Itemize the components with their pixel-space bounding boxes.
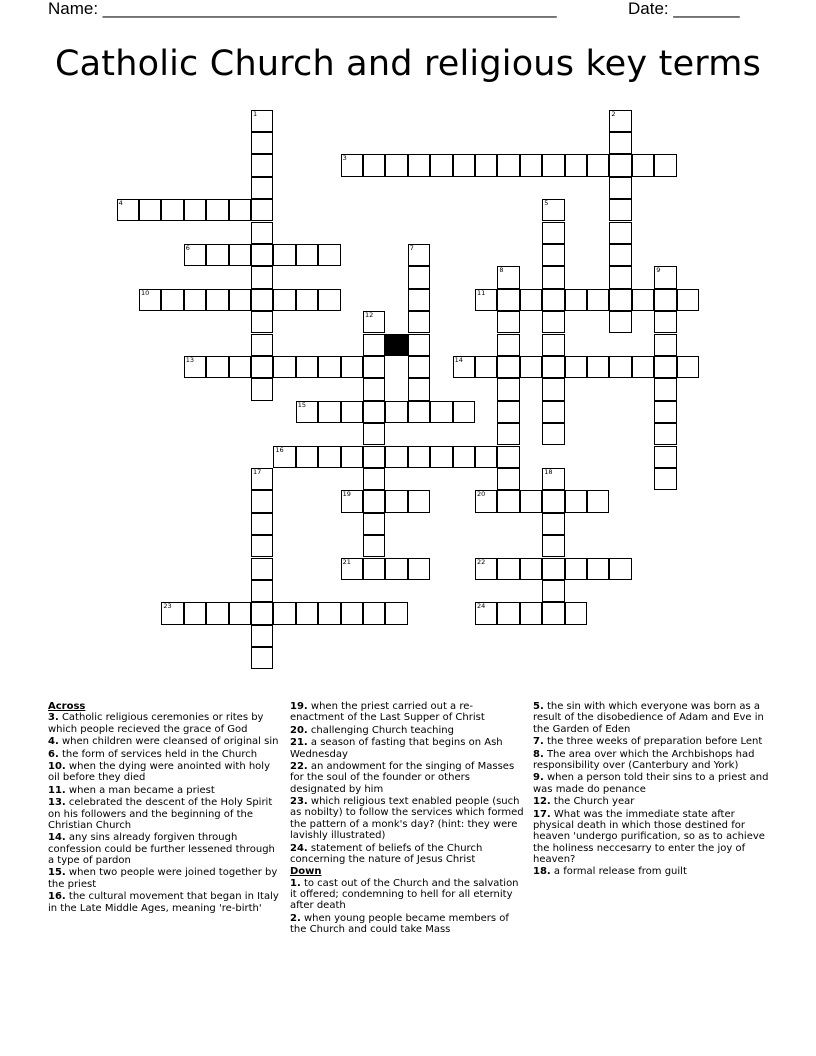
grid-cell[interactable] xyxy=(609,222,631,244)
clue-item-number: 19. xyxy=(290,701,308,712)
grid-cell[interactable] xyxy=(117,199,139,221)
grid-cell[interactable] xyxy=(453,401,475,423)
grid-cell[interactable] xyxy=(587,356,609,378)
grid-cell[interactable] xyxy=(363,423,385,445)
grid-cell[interactable] xyxy=(408,378,430,400)
clue-item-number: 16. xyxy=(48,891,66,903)
grid-cell[interactable] xyxy=(251,199,273,221)
grid-cell[interactable] xyxy=(497,468,519,490)
grid-cell[interactable] xyxy=(385,490,407,512)
grid-cell[interactable] xyxy=(206,602,228,624)
clue-item-text: a formal release from guilt xyxy=(550,866,687,878)
clue-item xyxy=(48,712,280,735)
clue-item xyxy=(290,701,524,724)
clue-item-text: statement of beliefs of the Church concerning the nature of Jesus Christ xyxy=(290,842,483,865)
grid-cell[interactable] xyxy=(273,602,295,624)
grid-cell[interactable] xyxy=(273,446,295,468)
grid-cell[interactable] xyxy=(161,199,183,221)
clue-item-number: 2. xyxy=(290,912,301,924)
clue-item-number: 1. xyxy=(290,877,301,889)
grid-cell[interactable] xyxy=(475,602,497,624)
clue-item-number: 5. xyxy=(533,701,544,712)
grid-cell[interactable] xyxy=(542,154,564,176)
grid-cell[interactable] xyxy=(161,289,183,311)
grid-cell[interactable] xyxy=(542,513,564,535)
clue-column-3 xyxy=(533,701,769,879)
clue-item-text: the cultural movement that began in Italy in the Late Middle Ages, meaning 're-birth' xyxy=(48,891,279,914)
grid-cell[interactable] xyxy=(654,401,676,423)
grid-cell[interactable] xyxy=(654,423,676,445)
clue-item-text: when a person told their sins to a priest and was made do penance xyxy=(533,772,769,795)
grid-cell[interactable] xyxy=(408,446,430,468)
grid-cell[interactable] xyxy=(520,289,542,311)
grid-cell[interactable] xyxy=(363,378,385,400)
grid-cell[interactable] xyxy=(542,244,564,266)
clue-number: 19 xyxy=(342,490,351,499)
grid-cell[interactable] xyxy=(251,222,273,244)
clue-item xyxy=(48,797,280,831)
grid-cell[interactable] xyxy=(677,289,699,311)
grid-cell[interactable] xyxy=(363,558,385,580)
grid-cell[interactable] xyxy=(520,490,542,512)
grid-cell[interactable] xyxy=(677,356,699,378)
clue-number: 7 xyxy=(409,243,414,252)
clue-number: 23 xyxy=(163,602,172,611)
clue-item-number: 9. xyxy=(533,772,544,784)
grid-cell[interactable] xyxy=(363,602,385,624)
grid-cell[interactable] xyxy=(609,289,631,311)
grid-cell[interactable] xyxy=(654,468,676,490)
grid-cell[interactable] xyxy=(363,311,385,333)
grid-cell[interactable] xyxy=(318,401,340,423)
grid-cell[interactable] xyxy=(251,266,273,288)
grid-cell[interactable] xyxy=(408,311,430,333)
grid-cell[interactable] xyxy=(654,334,676,356)
clue-item xyxy=(533,796,769,807)
clue-item-number: 11. xyxy=(48,784,66,796)
grid-cell[interactable] xyxy=(587,490,609,512)
grid-cell[interactable] xyxy=(408,558,430,580)
grid-cell[interactable] xyxy=(520,154,542,176)
clue-item-text: The area over which the Archbishops had responsibility over (Canterbury and York) xyxy=(533,748,755,771)
grid-cell[interactable] xyxy=(296,289,318,311)
grid-cell[interactable] xyxy=(497,401,519,423)
clue-item-text: the Church year xyxy=(550,796,635,808)
grid-cell[interactable] xyxy=(251,490,273,512)
grid-cell[interactable] xyxy=(453,356,475,378)
clue-item-number: 23. xyxy=(290,796,308,808)
grid-cell[interactable] xyxy=(609,266,631,288)
grid-cell[interactable] xyxy=(654,311,676,333)
grid-cell[interactable] xyxy=(542,602,564,624)
clue-number: 9 xyxy=(656,266,661,275)
clue-item-text: when two people were joined together by the priest xyxy=(48,867,278,890)
clue-item xyxy=(48,749,280,760)
grid-cell[interactable] xyxy=(184,199,206,221)
grid-cell[interactable] xyxy=(542,423,564,445)
grid-cell[interactable] xyxy=(341,490,363,512)
clue-item-text: when children were cleansed of original sin xyxy=(58,736,279,748)
grid-cell[interactable] xyxy=(408,401,430,423)
grid-cell[interactable] xyxy=(363,513,385,535)
grid-cell[interactable] xyxy=(430,154,452,176)
grid-cell[interactable] xyxy=(565,558,587,580)
grid-cell[interactable] xyxy=(408,244,430,266)
grid-cell[interactable] xyxy=(251,625,273,647)
grid-cell[interactable] xyxy=(587,289,609,311)
grid-cell[interactable] xyxy=(475,154,497,176)
grid-cell[interactable] xyxy=(318,244,340,266)
grid-cell[interactable] xyxy=(542,289,564,311)
date-field-label: Date: _______ xyxy=(628,0,740,18)
clue-item xyxy=(290,725,524,736)
grid-cell[interactable] xyxy=(497,289,519,311)
clue-number: 18 xyxy=(544,467,553,476)
grid-cell[interactable] xyxy=(385,558,407,580)
grid-cell[interactable] xyxy=(609,132,631,154)
grid-cell[interactable] xyxy=(229,602,251,624)
grid-cell[interactable] xyxy=(453,446,475,468)
grid-cell[interactable] xyxy=(520,602,542,624)
clue-item-number: 6. xyxy=(48,748,59,760)
grid-cell[interactable] xyxy=(251,356,273,378)
grid-cell[interactable] xyxy=(296,401,318,423)
clue-item xyxy=(533,772,769,795)
clue-number: 2 xyxy=(611,109,616,118)
grid-cell[interactable] xyxy=(453,154,475,176)
grid-cell[interactable] xyxy=(363,490,385,512)
grid-cell[interactable] xyxy=(206,199,228,221)
grid-cell[interactable] xyxy=(341,602,363,624)
grid-cell[interactable] xyxy=(475,446,497,468)
clue-item-text: when young people became members of the Church and could take Mass xyxy=(290,912,509,935)
grid-cell[interactable] xyxy=(363,356,385,378)
grid-cell[interactable] xyxy=(363,468,385,490)
grid-cell[interactable] xyxy=(363,154,385,176)
clue-number: 24 xyxy=(477,602,486,611)
grid-cell[interactable] xyxy=(609,558,631,580)
grid-cell[interactable] xyxy=(654,356,676,378)
grid-cell[interactable] xyxy=(296,244,318,266)
grid-cell[interactable] xyxy=(497,334,519,356)
grid-cell[interactable] xyxy=(609,199,631,221)
grid-cell[interactable] xyxy=(497,602,519,624)
clue-item-number: 22. xyxy=(290,761,308,773)
grid-cell[interactable] xyxy=(296,602,318,624)
clue-number: 6 xyxy=(185,243,190,252)
clue-item-number: 17. xyxy=(533,808,551,820)
clue-item-number: 14. xyxy=(48,832,66,844)
grid-cell[interactable] xyxy=(318,602,340,624)
grid-cell[interactable] xyxy=(206,244,228,266)
grid-cell[interactable] xyxy=(542,199,564,221)
clue-item-text: the three weeks of preparation before Lent xyxy=(543,736,763,748)
grid-cell[interactable] xyxy=(341,558,363,580)
clue-item-text: when the priest carried out a re-enactment of the Last Supper of Christ xyxy=(290,701,485,724)
clue-number: 17 xyxy=(253,467,262,476)
clue-item-text: the sin with which everyone was born as a result of the disobedience of Adam and Eve in the Garden of Eden xyxy=(533,701,764,735)
clue-number: 13 xyxy=(185,355,195,364)
grid-cell[interactable] xyxy=(184,289,206,311)
grid-cell[interactable] xyxy=(251,132,273,154)
grid-cell[interactable] xyxy=(430,446,452,468)
clue-number: 10 xyxy=(141,288,150,297)
grid-cell[interactable] xyxy=(296,446,318,468)
grid-cell[interactable] xyxy=(609,110,631,132)
grid-cell[interactable] xyxy=(363,535,385,557)
clue-item xyxy=(533,866,769,877)
grid-cell[interactable] xyxy=(273,289,295,311)
clue-item-text: to cast out of the Church and the salvation it offered; condemning to hell for all eternity after death xyxy=(290,877,519,912)
clue-number: 14 xyxy=(454,355,463,364)
clue-item-number: 24. xyxy=(290,842,308,854)
clue-item-number: 7. xyxy=(533,736,544,748)
grid-cell[interactable] xyxy=(565,356,587,378)
clue-item xyxy=(290,878,524,912)
grid-cell[interactable] xyxy=(475,490,497,512)
grid-cell[interactable] xyxy=(475,289,497,311)
grid-cell[interactable] xyxy=(184,602,206,624)
grid-cell[interactable] xyxy=(654,378,676,400)
clue-number: 22 xyxy=(477,557,486,566)
grid-cell[interactable] xyxy=(206,356,228,378)
clue-item xyxy=(48,736,280,747)
grid-cell[interactable] xyxy=(251,558,273,580)
clue-item xyxy=(290,843,524,866)
grid-cell[interactable] xyxy=(542,356,564,378)
grid-cell[interactable] xyxy=(408,356,430,378)
grid-cell[interactable] xyxy=(497,378,519,400)
grid-cell[interactable] xyxy=(565,602,587,624)
grid-cell[interactable] xyxy=(408,154,430,176)
grid-cell[interactable] xyxy=(497,266,519,288)
clue-item-text: which religious text enabled people (such as nobilty) to follow the services which formed the pattern of a monk's day? (hint: they were lavishly illustrated) xyxy=(290,796,524,842)
clue-number: 15 xyxy=(297,400,307,409)
grid-cell[interactable] xyxy=(609,356,631,378)
grid-cell[interactable] xyxy=(139,289,161,311)
grid-cell[interactable] xyxy=(251,110,273,132)
grid-cell[interactable] xyxy=(251,378,273,400)
grid-cell[interactable] xyxy=(587,558,609,580)
grid-cell[interactable] xyxy=(542,535,564,557)
grid-cell[interactable] xyxy=(542,401,564,423)
grid-cell[interactable] xyxy=(251,289,273,311)
clue-item-text: challenging Church teaching xyxy=(307,724,454,736)
clue-number: 11 xyxy=(477,288,486,297)
clue-item xyxy=(48,761,280,784)
grid-cell[interactable] xyxy=(497,311,519,333)
grid-cell[interactable] xyxy=(497,423,519,445)
clue-item-text: What was the immediate state after physical death in which those destined for heaven 'undergo purification, so as to achieve the holiness neccesarry to enter the joy of heaven? xyxy=(533,808,765,865)
clue-item-text: any sins already forgiven through confession could be further lessened through a type of pardon xyxy=(48,832,275,866)
clue-item-number: 12. xyxy=(533,796,551,808)
grid-cell[interactable] xyxy=(542,378,564,400)
grid-cell[interactable] xyxy=(408,266,430,288)
grid-cell[interactable] xyxy=(229,199,251,221)
grid-cell[interactable] xyxy=(609,244,631,266)
grid-cell[interactable] xyxy=(341,356,363,378)
grid-cell[interactable] xyxy=(251,244,273,266)
clue-column-2 xyxy=(290,701,524,936)
grid-cell[interactable] xyxy=(654,446,676,468)
grid-cell[interactable] xyxy=(184,244,206,266)
grid-cell[interactable] xyxy=(542,334,564,356)
grid-cell[interactable] xyxy=(430,401,452,423)
grid-cell[interactable] xyxy=(542,222,564,244)
grid-cell[interactable] xyxy=(654,154,676,176)
grid-cell[interactable] xyxy=(251,647,273,669)
grid-cell[interactable] xyxy=(609,177,631,199)
down-heading: Down xyxy=(290,866,322,878)
grid-cell[interactable] xyxy=(341,401,363,423)
grid-cell[interactable] xyxy=(520,356,542,378)
grid-cell[interactable] xyxy=(251,513,273,535)
clue-number: 3 xyxy=(342,154,347,163)
clue-item-text: Catholic religious ceremonies or rites by which people recieved the grace of God xyxy=(48,712,264,735)
grid-cell[interactable] xyxy=(408,490,430,512)
grid-cell[interactable] xyxy=(161,602,183,624)
grid-cell[interactable] xyxy=(273,356,295,378)
grid-cell[interactable] xyxy=(363,334,385,356)
grid-cell[interactable] xyxy=(318,446,340,468)
grid-cell[interactable] xyxy=(139,199,161,221)
grid-cell[interactable] xyxy=(251,580,273,602)
clue-item xyxy=(533,809,769,865)
grid-cell[interactable] xyxy=(408,334,430,356)
grid-cell[interactable] xyxy=(565,289,587,311)
grid-cell[interactable] xyxy=(385,154,407,176)
clue-number: 8 xyxy=(499,266,504,275)
grid-cell[interactable] xyxy=(385,602,407,624)
grid-cell[interactable] xyxy=(609,311,631,333)
clue-number: 21 xyxy=(342,557,351,566)
grid-cell[interactable] xyxy=(542,266,564,288)
grid-cell[interactable] xyxy=(251,468,273,490)
grid-cell[interactable] xyxy=(251,334,273,356)
clue-item xyxy=(533,736,769,747)
grid-cell[interactable] xyxy=(318,356,340,378)
clue-item xyxy=(48,832,280,866)
clue-item-text: celebrated the descent of the Holy Spirit on his followers and the beginning of the Christian Church xyxy=(48,797,273,831)
clue-item-number: 20. xyxy=(290,724,308,736)
clue-item-text: when the dying were anointed with holy oil before they died xyxy=(48,761,270,784)
clue-item-text: when a man became a priest xyxy=(65,784,215,796)
grid-cell[interactable] xyxy=(565,154,587,176)
grid-cell[interactable] xyxy=(565,490,587,512)
clue-number: 20 xyxy=(477,490,486,499)
grid-cell[interactable] xyxy=(251,602,273,624)
clue-item-number: 8. xyxy=(533,748,544,760)
grid-cell[interactable] xyxy=(251,177,273,199)
grid-cell[interactable] xyxy=(497,154,519,176)
grid-cell[interactable] xyxy=(497,446,519,468)
grid-cell[interactable] xyxy=(609,154,631,176)
clue-column-1 xyxy=(48,701,280,915)
clue-item xyxy=(290,761,524,795)
clue-item xyxy=(533,701,769,735)
grid-cell[interactable] xyxy=(632,356,654,378)
grid-cell[interactable] xyxy=(251,311,273,333)
clue-item xyxy=(290,796,524,841)
clue-item-number: 4. xyxy=(48,736,59,748)
grid-cell[interactable] xyxy=(497,558,519,580)
grid-cell[interactable] xyxy=(632,154,654,176)
grid-cell[interactable] xyxy=(654,289,676,311)
grid-cell[interactable] xyxy=(273,244,295,266)
grid-cell[interactable] xyxy=(542,558,564,580)
clue-item xyxy=(290,737,524,760)
grid-cell[interactable] xyxy=(341,154,363,176)
grid-cell[interactable] xyxy=(632,289,654,311)
black-cell xyxy=(385,334,407,356)
name-field-label: Name: ________________________________________________ xyxy=(48,0,557,18)
grid-cell[interactable] xyxy=(318,289,340,311)
clue-item xyxy=(533,749,769,772)
grid-cell[interactable] xyxy=(206,289,228,311)
grid-cell[interactable] xyxy=(385,401,407,423)
clue-item-text: a season of fasting that begins on Ash Wednesday xyxy=(290,737,503,760)
grid-cell[interactable] xyxy=(184,356,206,378)
grid-cell[interactable] xyxy=(520,558,542,580)
clue-item-number: 15. xyxy=(48,867,66,879)
grid-cell[interactable] xyxy=(475,558,497,580)
grid-cell[interactable] xyxy=(542,468,564,490)
clue-item-text: an andowment for the singing of Masses for the soul of the founder or others designated by him xyxy=(290,761,515,795)
clue-item xyxy=(48,785,280,796)
grid-cell[interactable] xyxy=(497,490,519,512)
page-title: Catholic Church and religious key terms xyxy=(54,44,762,84)
clue-item-text: the form of services held in the Church xyxy=(58,748,258,760)
clue-item-number: 10. xyxy=(48,761,66,773)
across-heading: Across xyxy=(48,701,86,712)
clue-item-number: 3. xyxy=(48,712,59,724)
grid-cell[interactable] xyxy=(475,356,497,378)
grid-cell[interactable] xyxy=(229,356,251,378)
grid-cell[interactable] xyxy=(587,154,609,176)
clue-item xyxy=(290,913,524,936)
grid-cell[interactable] xyxy=(251,154,273,176)
clue-item-number: 13. xyxy=(48,797,66,809)
grid-cell[interactable] xyxy=(363,446,385,468)
clue-item xyxy=(48,867,280,890)
clue-number: 1 xyxy=(253,109,258,118)
clue-number: 12 xyxy=(365,311,374,320)
grid-cell[interactable] xyxy=(229,289,251,311)
grid-cell[interactable] xyxy=(229,244,251,266)
grid-cell[interactable] xyxy=(408,289,430,311)
clue-number: 5 xyxy=(544,199,549,208)
grid-cell[interactable] xyxy=(542,580,564,602)
grid-cell[interactable] xyxy=(542,490,564,512)
clue-number: 4 xyxy=(118,199,123,208)
grid-cell[interactable] xyxy=(251,535,273,557)
grid-cell[interactable] xyxy=(341,446,363,468)
grid-cell[interactable] xyxy=(654,266,676,288)
grid-cell[interactable] xyxy=(363,401,385,423)
clue-item-number: 21. xyxy=(290,737,308,749)
clue-item xyxy=(48,891,280,914)
grid-cell[interactable] xyxy=(296,356,318,378)
clue-number: 16 xyxy=(275,445,284,454)
grid-cell[interactable] xyxy=(385,446,407,468)
grid-cell[interactable] xyxy=(497,356,519,378)
clue-item-number: 18. xyxy=(533,866,551,878)
grid-cell[interactable] xyxy=(542,311,564,333)
